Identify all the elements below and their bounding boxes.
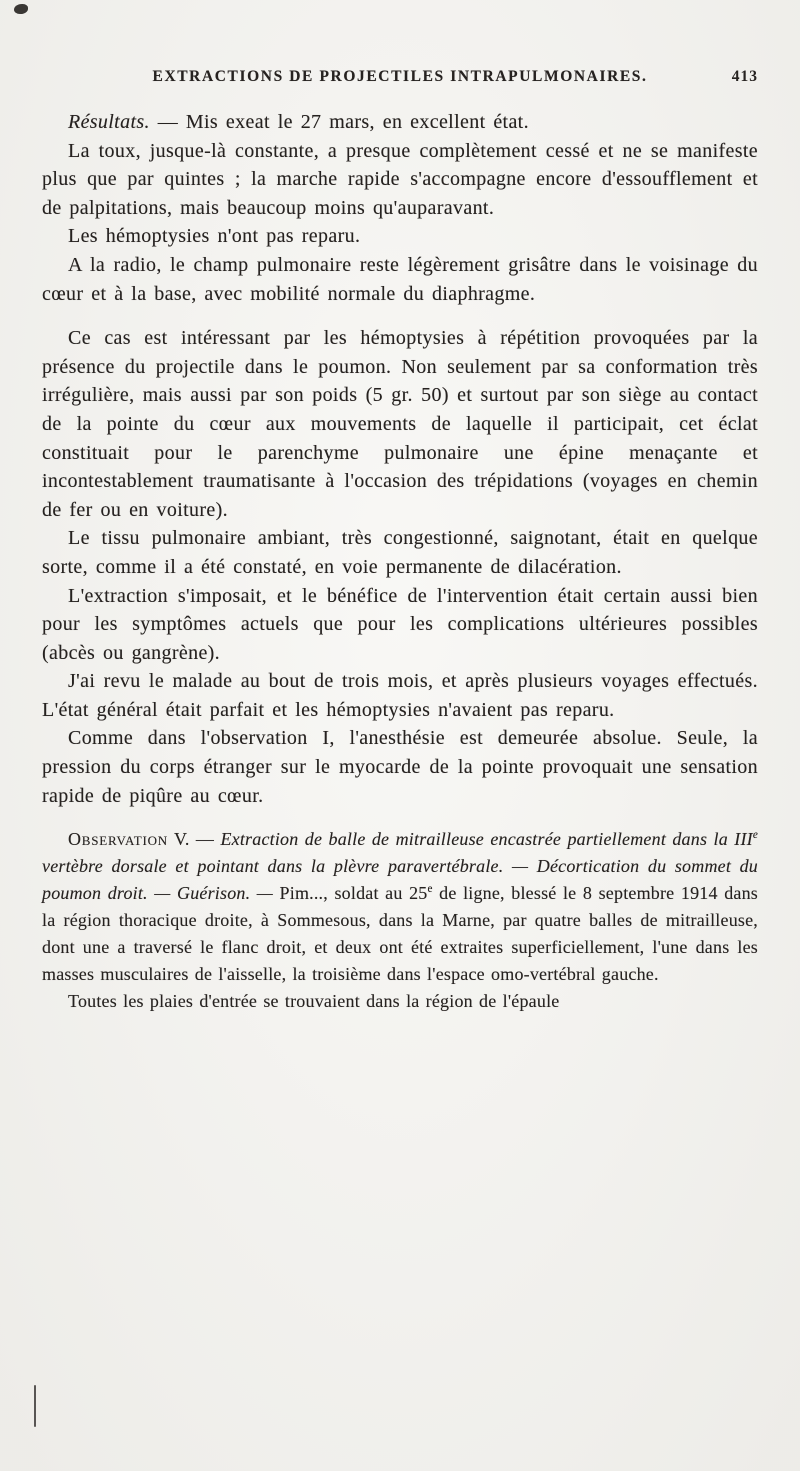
text-segment: de ligne, blessé le 8 septembre 1914 dans la région thoracique droite, à Sommesous, dans la Marne, par quatre balles de mitrailleuse, dont une a traversé le flanc droit, et deux ont été extraites superficiellement, l'une dans les masses musculaires de l'aisselle, la troisième dans l'espace omo-vertébral gauche.	[42, 883, 758, 985]
text-segment: Ce cas est intéressant par les hémoptysies à répétition provoquées par la présence du projectile dans le poumon. Non seulement par sa conformation très irrégulière, mais aussi par son poids (5 gr. 50) et surtout par son siège au contact de la pointe du cœur aux mouvements de laquelle il participait, cet éclat constituait pour le parenchyme pulmonaire une épine menaçante et incontestablement traumatisante à l'occasion des trépidations (voyages en chemin de fer ou en voiture).	[42, 327, 758, 521]
text-segment: Résultats.	[68, 111, 150, 133]
text-segment: Observation	[68, 829, 168, 850]
text-segment: Le tissu pulmonaire ambiant, très congestionné, saignotant, était en quelque sorte, comme il a été constaté, en voie permanente de dilacération.	[42, 527, 758, 578]
text-segment: Les hémoptysies n'ont pas reparu.	[68, 225, 361, 248]
ink-mark	[34, 1385, 36, 1427]
paragraph	[42, 222, 758, 251]
running-head	[42, 68, 758, 94]
paragraph	[42, 137, 758, 223]
paragraph	[42, 524, 758, 581]
text-segment: L'extraction s'imposait, et le bénéfice de l'intervention était certain aussi bien pour les symptômes actuels que pour les complications ultérieures possibles (abcès ou gangrène).	[42, 584, 758, 664]
text-segment: Toutes les plaies d'entrée se trouvaient dans la région de l'épaule	[68, 991, 560, 1012]
text-segment: La toux, jusque-là constante, a presque complètement cessé et ne se manifeste plus que par quintes ; la marche rapide s'accompagne encore d'essoufflement et de palpitations, mais beaucoup moins qu'auparavant.	[42, 139, 758, 219]
text-segment: e	[427, 883, 433, 896]
text-segment: V. —	[167, 829, 221, 850]
paragraph	[42, 724, 758, 810]
paragraph	[42, 582, 758, 668]
text-segment: J'ai revu le malade au bout de trois mois, et après plusieurs voyages effectués. L'état général était parfait et les hémoptysies n'avaient pas reparu.	[42, 670, 758, 721]
text-segment: e	[752, 829, 758, 842]
text-segment: Extraction de balle de mitrailleuse encastrée partiellement dans la III	[220, 829, 753, 850]
paragraph	[42, 108, 758, 137]
page-number: 413	[731, 68, 758, 85]
page-body	[42, 108, 758, 1015]
paragraph	[42, 826, 758, 988]
text-segment: A la radio, le champ pulmonaire reste légèrement grisâtre dans le voisinage du cœur et à la base, avec mobilité normale du diaphragme.	[42, 253, 758, 305]
text-segment: Comme dans l'observation I, l'anesthésie est demeurée absolue. Seule, la pression du corps étranger sur le myocarde de la pointe provoquait une sensation rapide de piqûre au cœur.	[42, 727, 758, 807]
paragraph	[42, 988, 758, 1015]
paragraph	[42, 667, 758, 724]
text-segment: — Mis exeat le 27 mars, en excellent état.	[149, 111, 529, 133]
text-segment: Pim..., soldat au 25	[273, 883, 428, 904]
page-title: EXTRACTIONS DE PROJECTILES INTRAPULMONAIRES.	[152, 68, 648, 85]
paragraph	[42, 324, 758, 524]
ink-blot	[14, 4, 28, 14]
paragraph	[42, 251, 758, 308]
text-segment: vertèbre dorsale et pointant dans la plèvre paravertébrale. — Décortication du sommet du poumon droit. — Guérison. —	[42, 856, 758, 904]
